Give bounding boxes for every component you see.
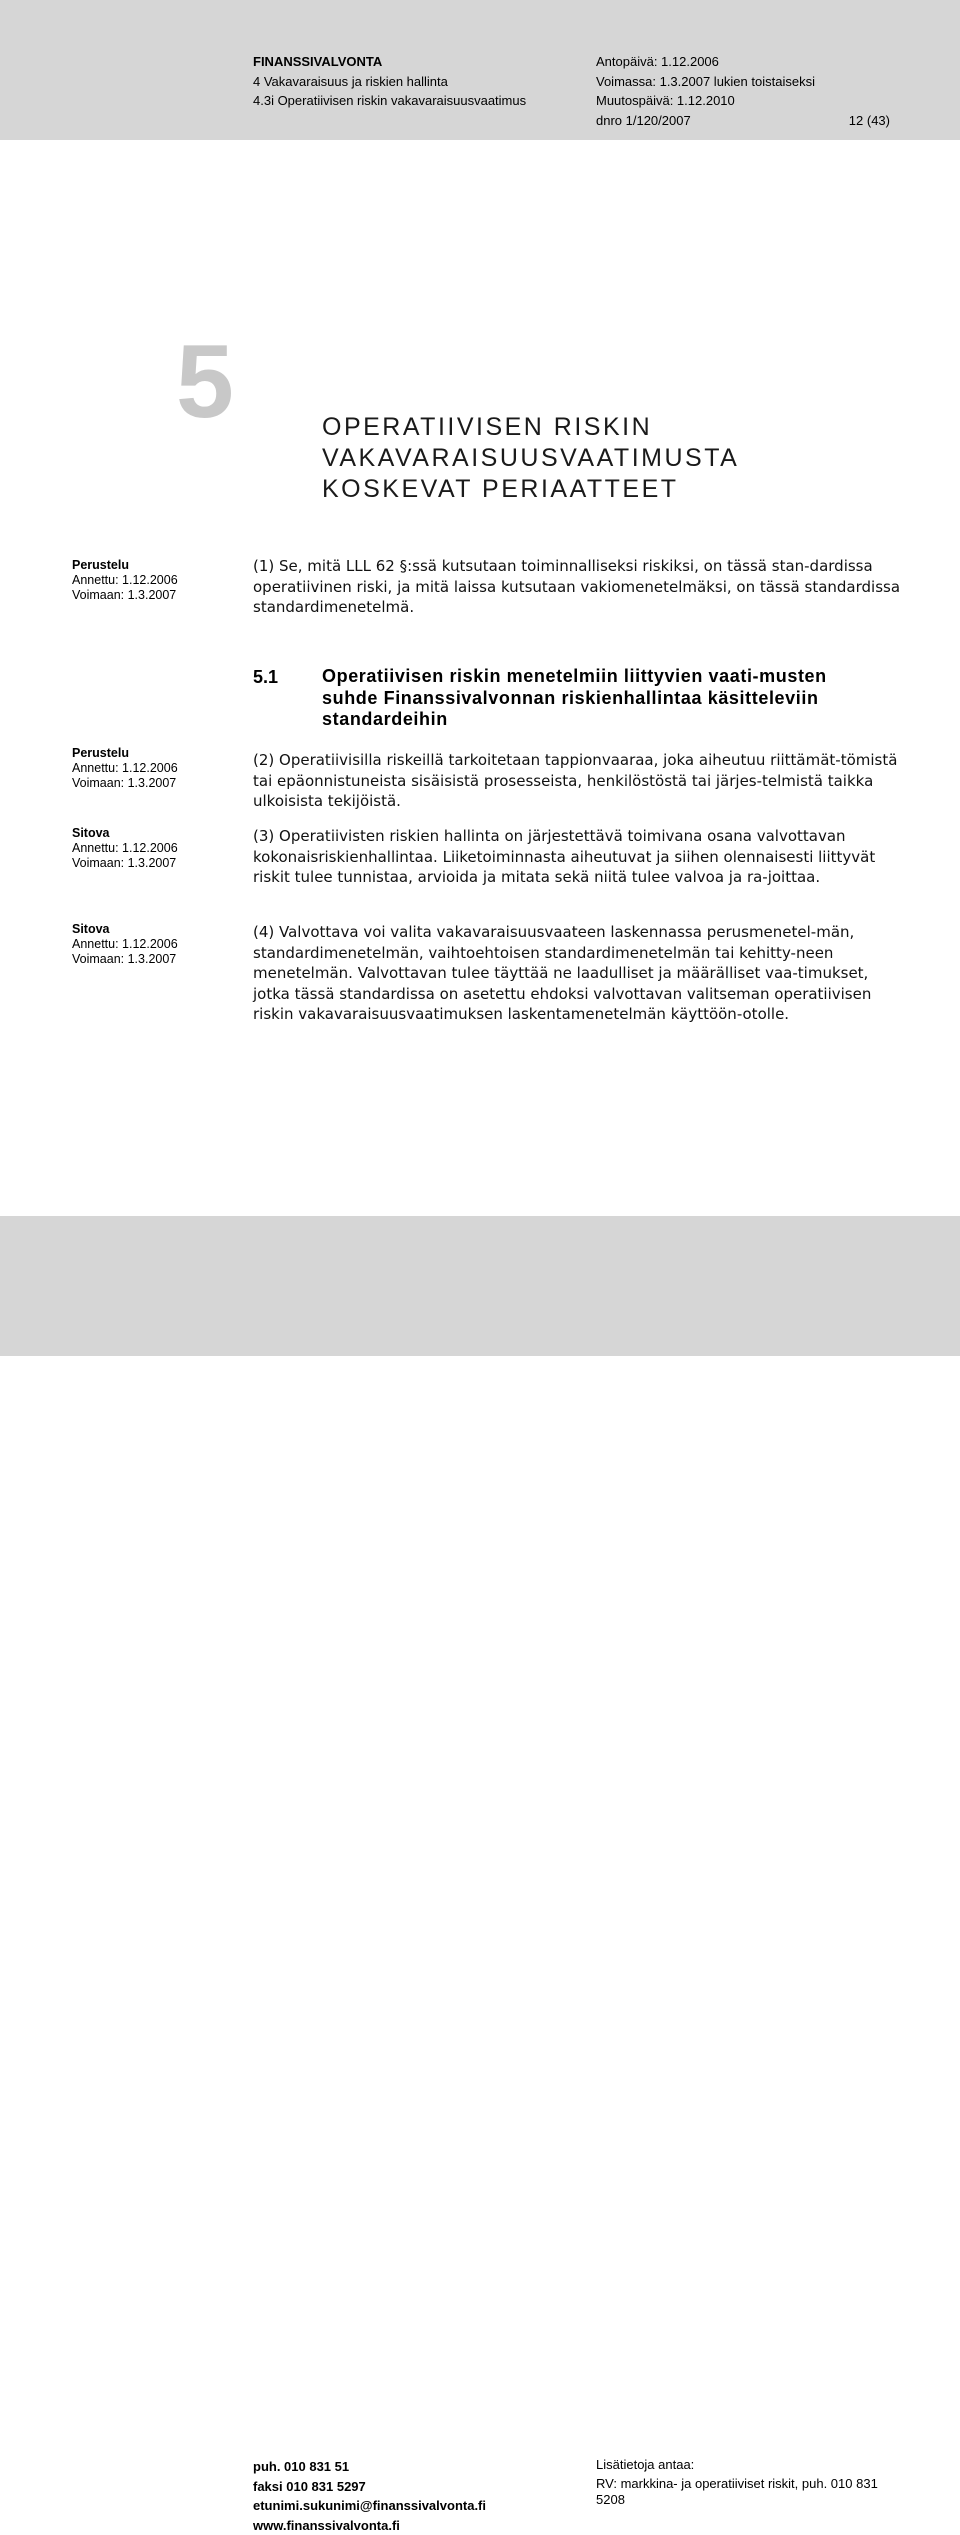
section-title: Operatiivisen riskin menetelmiin liittyvien vaati-musten suhde Finanssivalvonnan riskienhallintaa käsitteleviin standardeihin	[322, 666, 882, 731]
footer-contact	[253, 2457, 486, 2535]
chapter-title-line: VAKAVARAISUUSVAATIMUSTA	[322, 443, 739, 474]
header-dnro: dnro 1/120/2007	[596, 113, 691, 128]
side-note	[72, 558, 178, 603]
paragraph-3: (3) Operatiivisten riskien hallinta on järjestettävä toimivana osana valvottavan kokonaisriskienhallintaa. Liiketoiminnasta aiheutuvat ja siihen olennaisesti liittyvät riskit tulee tunnistaa, arvioida ja mitata sekä niitä tulee valvoa ja ra-joittaa.	[253, 826, 903, 888]
page-header	[0, 0, 960, 140]
footer-email[interactable]: etunimi.sukunimi@finanssivalvonta.fi	[253, 2496, 486, 2516]
footer-info-text: RV: markkina- ja operatiiviset riskit, puh. 010 831 5208	[596, 2476, 896, 2508]
side-note	[72, 922, 178, 967]
chapter-title	[322, 412, 739, 505]
page-footer	[0, 1216, 960, 1356]
side-note-annettu: Annettu: 1.12.2006	[72, 841, 178, 856]
chapter-title-line: OPERATIIVISEN RISKIN	[322, 412, 739, 443]
paragraph-1: (1) Se, mitä LLL 62 §:ssä kutsutaan toiminnalliseksi riskiksi, on tässä stan-dardissa operatiivinen riski, ja mitä laissa kutsutaan vakiomenetelmäksi, on tässä standardissa standardimenetelmä.	[253, 556, 903, 618]
header-valid: Voimassa: 1.3.2007 lukien toistaiseksi	[596, 72, 916, 92]
side-note-voimaan: Voimaan: 1.3.2007	[72, 952, 178, 967]
footer-web-link[interactable]: www.finanssivalvonta.fi	[253, 2516, 486, 2535]
side-note	[72, 746, 178, 791]
side-note	[72, 826, 178, 871]
side-note-voimaan: Voimaan: 1.3.2007	[72, 856, 178, 871]
header-standard: 4.3i Operatiivisen riskin vakavaraisuusvaatimus	[253, 91, 526, 111]
side-note-annettu: Annettu: 1.12.2006	[72, 761, 178, 776]
header-right	[596, 52, 916, 130]
header-org: FINANSSIVALVONTA	[253, 52, 526, 72]
side-note-type: Perustelu	[72, 558, 178, 573]
paragraph-2: (2) Operatiivisilla riskeillä tarkoitetaan tappionvaaraa, joka aiheutuu riittämät-tömistä tai epäonnistuneista sisäisistä prosesseista, henkilöstöstä tai järjes-telmistä taikka ulkoisista tekijöistä.	[253, 750, 903, 812]
footer-info-label: Lisätietoja antaa:	[596, 2457, 896, 2473]
side-note-annettu: Annettu: 1.12.2006	[72, 573, 178, 588]
side-note-annettu: Annettu: 1.12.2006	[72, 937, 178, 952]
header-left	[253, 52, 526, 111]
header-modified: Muutospäivä: 1.12.2010	[596, 91, 916, 111]
chapter-number: 5	[176, 330, 234, 434]
side-note-voimaan: Voimaan: 1.3.2007	[72, 776, 178, 791]
footer-phone: puh. 010 831 51	[253, 2457, 486, 2477]
side-note-type: Perustelu	[72, 746, 178, 761]
header-dnro-row	[596, 111, 916, 131]
paragraph-4: (4) Valvottava voi valita vakavaraisuusvaateen laskennassa perusmenetel-män, standardimenetelmän, vaihtoehtoisen standardimenetelmän tai kehitty-neen menetelmän. Valvottavan tulee täyttää ne laadulliset ja määrälliset vaa-timukset, jotka tässä standardissa on asetettu ehdoksi valvottavan valitseman operatiivisen riskin vakavaraisuusvaatimuksen laskentamenetelmän käyttöön-otolle.	[253, 922, 903, 1025]
header-issued: Antopäivä: 1.12.2006	[596, 52, 916, 72]
header-section: 4 Vakavaraisuus ja riskien hallinta	[253, 72, 526, 92]
chapter-title-line: KOSKEVAT PERIAATTEET	[322, 474, 739, 505]
side-note-type: Sitova	[72, 922, 178, 937]
side-note-voimaan: Voimaan: 1.3.2007	[72, 588, 178, 603]
footer-info	[596, 2457, 896, 2508]
footer-fax: faksi 010 831 5297	[253, 2477, 486, 2497]
page-number: 12 (43)	[849, 111, 890, 131]
side-note-type: Sitova	[72, 826, 178, 841]
section-number: 5.1	[253, 666, 278, 688]
